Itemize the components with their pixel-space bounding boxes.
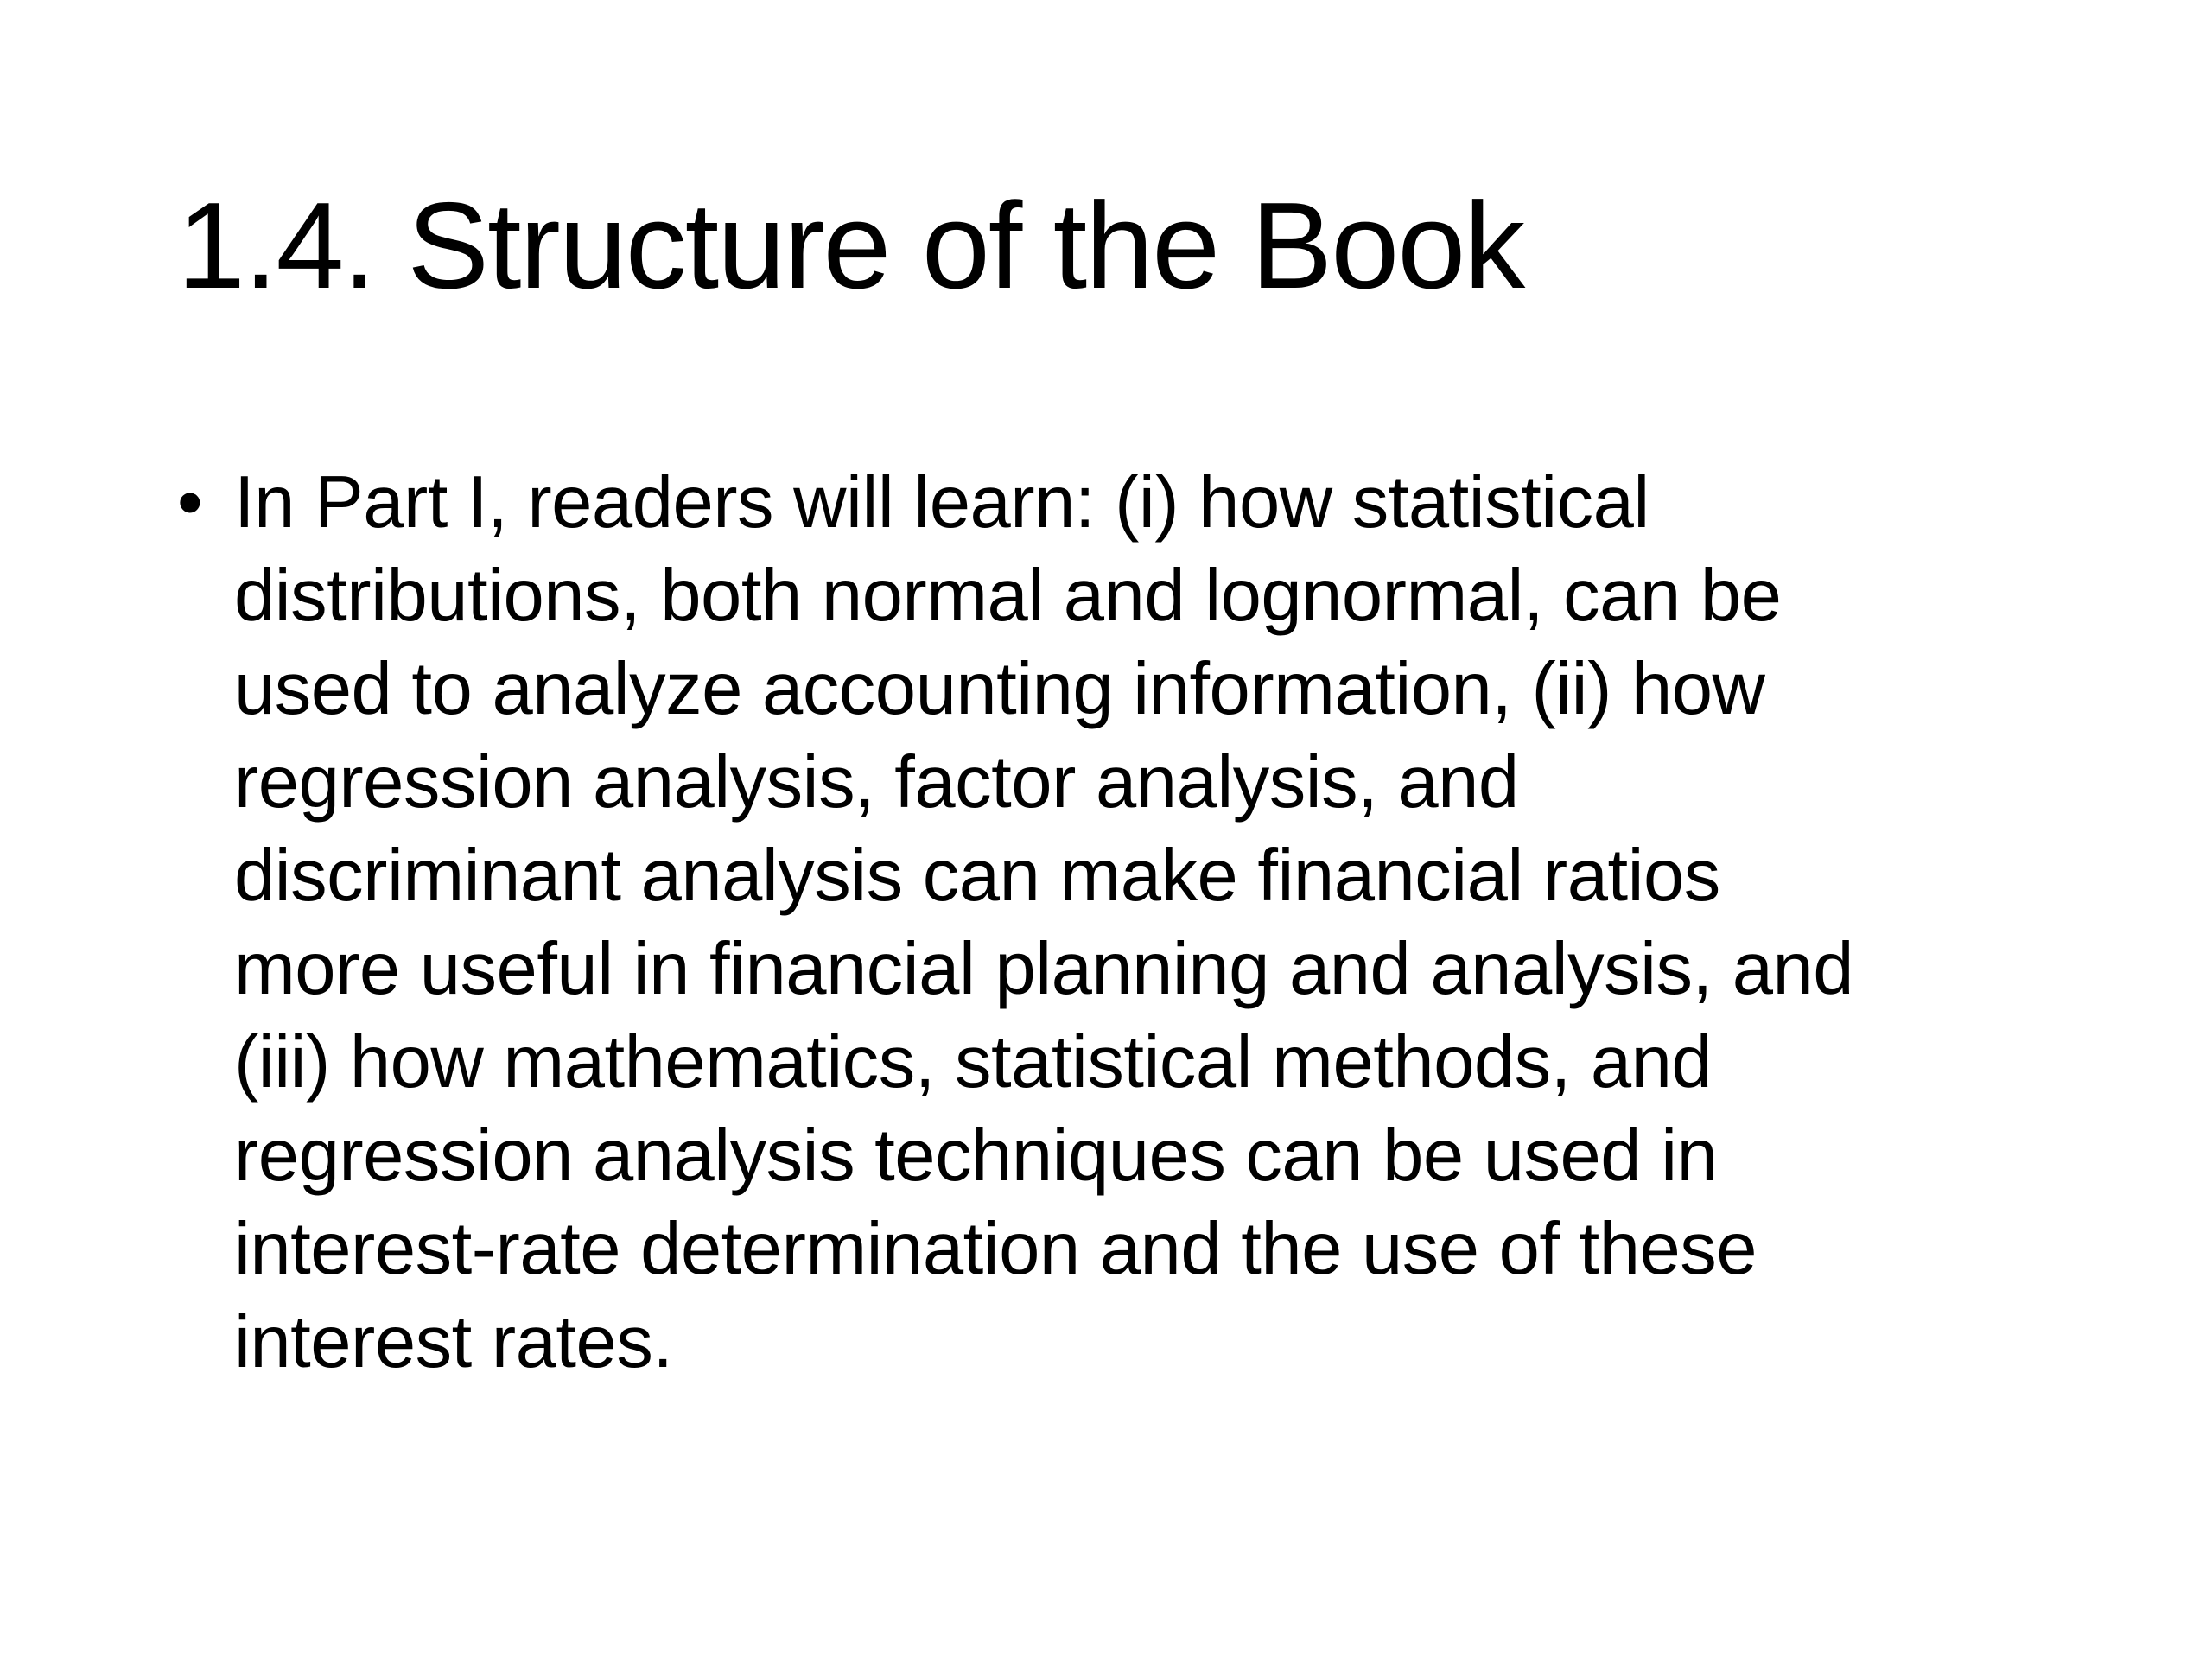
bullet-text-line: interest rates. <box>234 1301 673 1383</box>
bullet-item <box>177 456 2044 1389</box>
bullet-text-line: distributions, both normal and lognormal, can be <box>234 555 1782 637</box>
bullet-text-line: discriminant analysis can make financial ratios <box>234 835 1720 917</box>
bullet-text-line: more useful in financial planning and analysis, and <box>234 928 1854 1010</box>
bullet-text-line: In Part I, readers will learn: (i) how statistical <box>234 461 1649 543</box>
bullet-text-line: used to analyze accounting information, (ii) how <box>234 648 1765 730</box>
bullet-list <box>177 456 2044 1389</box>
bullet-text-line: regression analysis techniques can be used in <box>234 1115 1718 1197</box>
bullet-text-line: regression analysis, factor analysis, and <box>234 741 1519 823</box>
bullet-dot-icon: • <box>177 461 203 543</box>
bullet-text-line: (iii) how mathematics, statistical methods, and <box>234 1021 1713 1103</box>
slide-title: 1.4. Structure of the Book <box>177 177 1524 315</box>
bullet-text-line: interest-rate determination and the use of these <box>234 1208 1758 1290</box>
